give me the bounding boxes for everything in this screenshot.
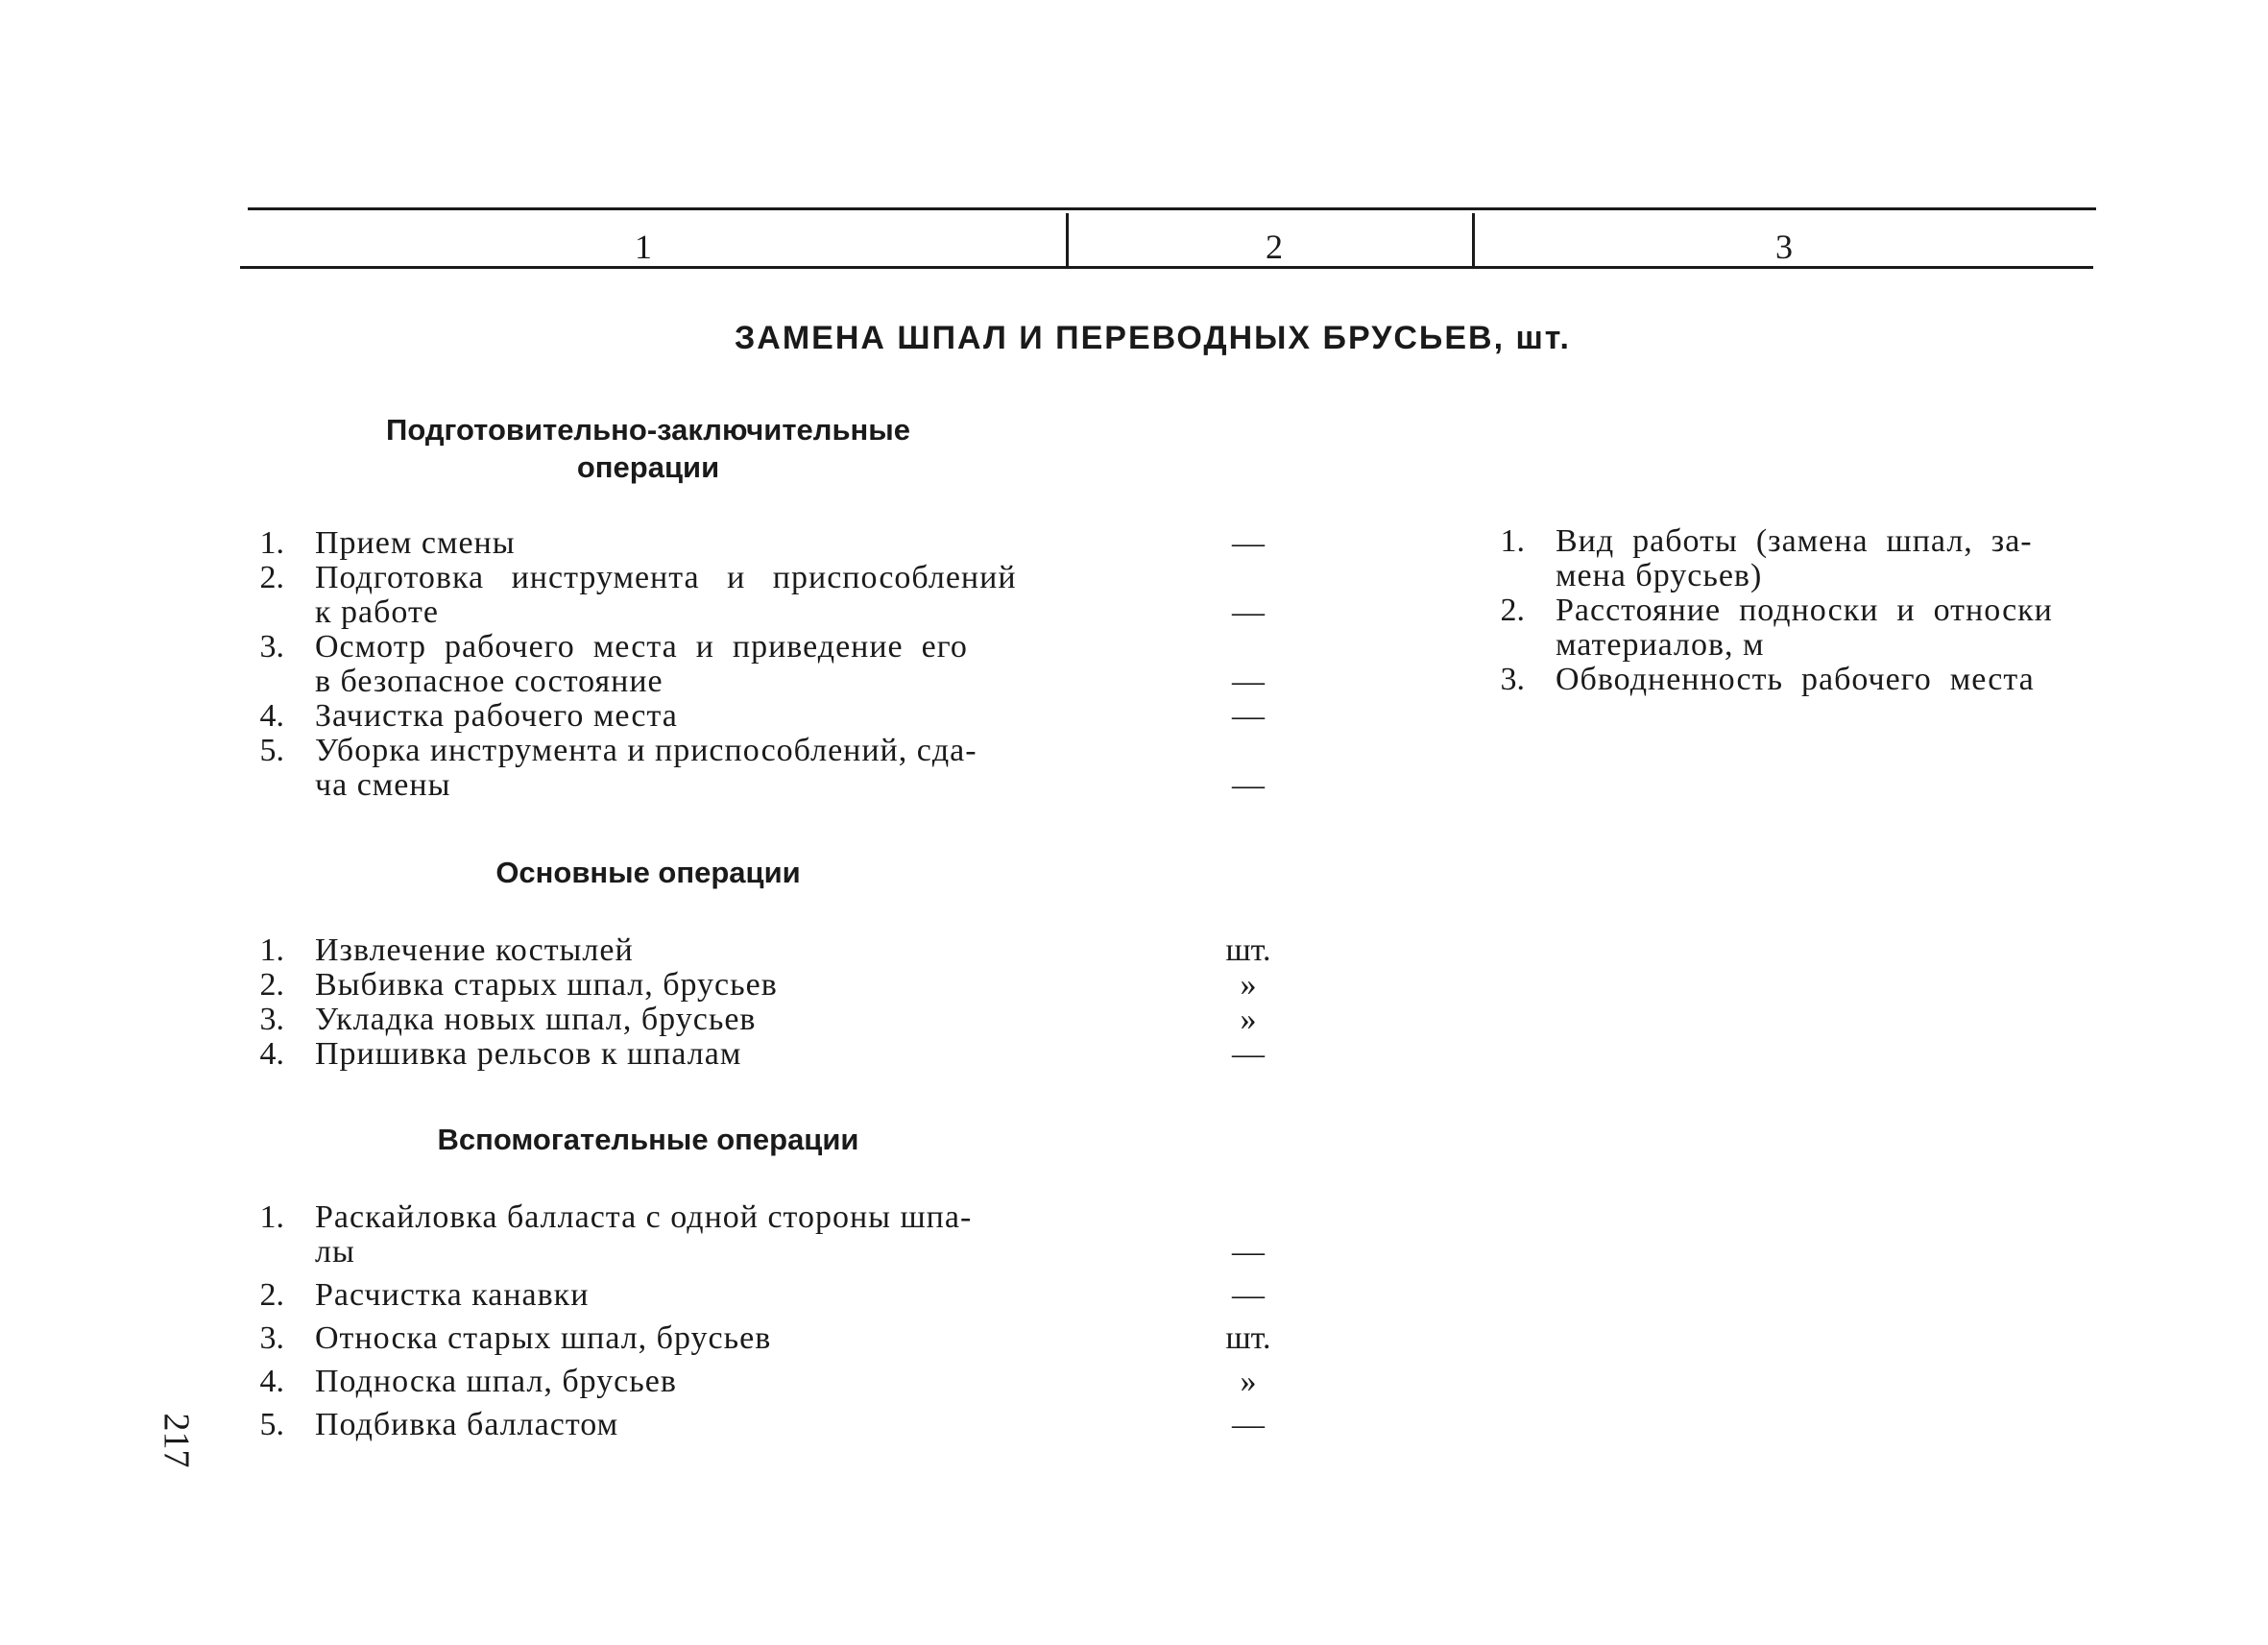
list-item-number: 5. xyxy=(259,733,284,768)
list-item-unit: » xyxy=(1240,1002,1257,1037)
list-item-text: Уборка инструмента и приспособлений, сда- xyxy=(315,733,977,768)
page-number: 217 xyxy=(156,1413,197,1468)
list-item-unit: шт. xyxy=(1225,932,1271,968)
list-item-number: 2. xyxy=(259,967,284,1003)
list-item-unit: шт. xyxy=(1225,1320,1271,1356)
factor-text: мена брусьев) xyxy=(1556,558,1763,593)
list-item-unit: — xyxy=(1232,698,1265,734)
list-item-unit: — xyxy=(1232,594,1265,630)
list-item-number: 1. xyxy=(259,1199,284,1235)
list-item-unit: — xyxy=(1232,1234,1265,1270)
section-heading-prep-line1: Подготовительно-заключительные xyxy=(386,413,910,447)
list-item-unit: — xyxy=(1232,1036,1265,1072)
list-item-text: лы xyxy=(315,1234,355,1270)
list-item-number: 3. xyxy=(259,1002,284,1037)
list-item-unit: — xyxy=(1232,767,1265,803)
list-item-unit: — xyxy=(1232,525,1265,561)
list-item-text: Относка старых шпал, брусьев xyxy=(315,1320,772,1356)
factor-text: Расстояние подноски и относки xyxy=(1556,593,2053,628)
column-number-3: 3 xyxy=(1775,228,1793,266)
list-item-text: Подготовка инструмента и приспособлений xyxy=(315,560,1017,595)
list-item-unit: » xyxy=(1240,967,1257,1003)
list-item-unit: — xyxy=(1232,1407,1265,1442)
list-item-text: Подбивка балластом xyxy=(315,1407,619,1442)
header-divider-2 xyxy=(1472,213,1475,269)
factor-number: 2. xyxy=(1500,593,1525,628)
list-item-number: 4. xyxy=(259,1036,284,1072)
factor-text: Вид работы (замена шпал, за- xyxy=(1556,523,2033,559)
list-item-text: Подноска шпал, брусьев xyxy=(315,1364,677,1399)
list-item-number: 4. xyxy=(259,698,284,734)
list-item-text: Прием смены xyxy=(315,525,516,561)
list-item-number: 2. xyxy=(259,1277,284,1313)
factor-number: 3. xyxy=(1500,662,1525,697)
section-heading-aux: Вспомогательные операции xyxy=(437,1123,859,1156)
list-item-number: 4. xyxy=(259,1364,284,1399)
list-item-unit: — xyxy=(1232,1277,1265,1313)
list-item-text: Пришивка рельсов к шпалам xyxy=(315,1036,742,1072)
section-heading-main: Основные операции xyxy=(495,856,801,889)
list-item-text: к работе xyxy=(315,594,439,630)
list-item-number: 1. xyxy=(259,525,284,561)
list-item-text: Укладка новых шпал, брусьев xyxy=(315,1002,757,1037)
column-number-2: 2 xyxy=(1266,228,1283,266)
list-item-unit: » xyxy=(1240,1364,1257,1399)
list-item-text: ча смены xyxy=(315,767,451,803)
list-item-number: 3. xyxy=(259,629,284,665)
factor-text: материалов, м xyxy=(1556,627,1765,663)
section-heading-prep xyxy=(264,411,1032,486)
section-heading-prep-line2: операции xyxy=(576,450,720,484)
list-item-number: 3. xyxy=(259,1320,284,1356)
list-item-text: Извлечение костылей xyxy=(315,932,634,968)
column-number-1: 1 xyxy=(635,228,652,266)
factor-number: 1. xyxy=(1500,523,1525,559)
header-top-rule xyxy=(248,207,2096,210)
list-item-unit: — xyxy=(1232,664,1265,699)
factor-text: Обводненность рабочего места xyxy=(1556,662,2035,697)
list-item-text: Раскайловка балласта с одной стороны шпа- xyxy=(315,1199,973,1235)
list-item-text: Зачистка рабочего места xyxy=(315,698,678,734)
list-item-text: Расчистка канавки xyxy=(315,1277,590,1313)
list-item-text: Осмотр рабочего места и приведение его xyxy=(315,629,968,665)
list-item-number: 1. xyxy=(259,932,284,968)
list-item-text: в безопасное состояние xyxy=(315,664,664,699)
header-divider-1 xyxy=(1066,213,1069,269)
list-item-number: 5. xyxy=(259,1407,284,1442)
list-item-number: 2. xyxy=(259,560,284,595)
list-item-text: Выбивка старых шпал, брусьев xyxy=(315,967,778,1003)
page-title: ЗАМЕНА ШПАЛ И ПЕРЕВОДНЫХ БРУСЬЕВ, шт. xyxy=(735,320,1571,356)
